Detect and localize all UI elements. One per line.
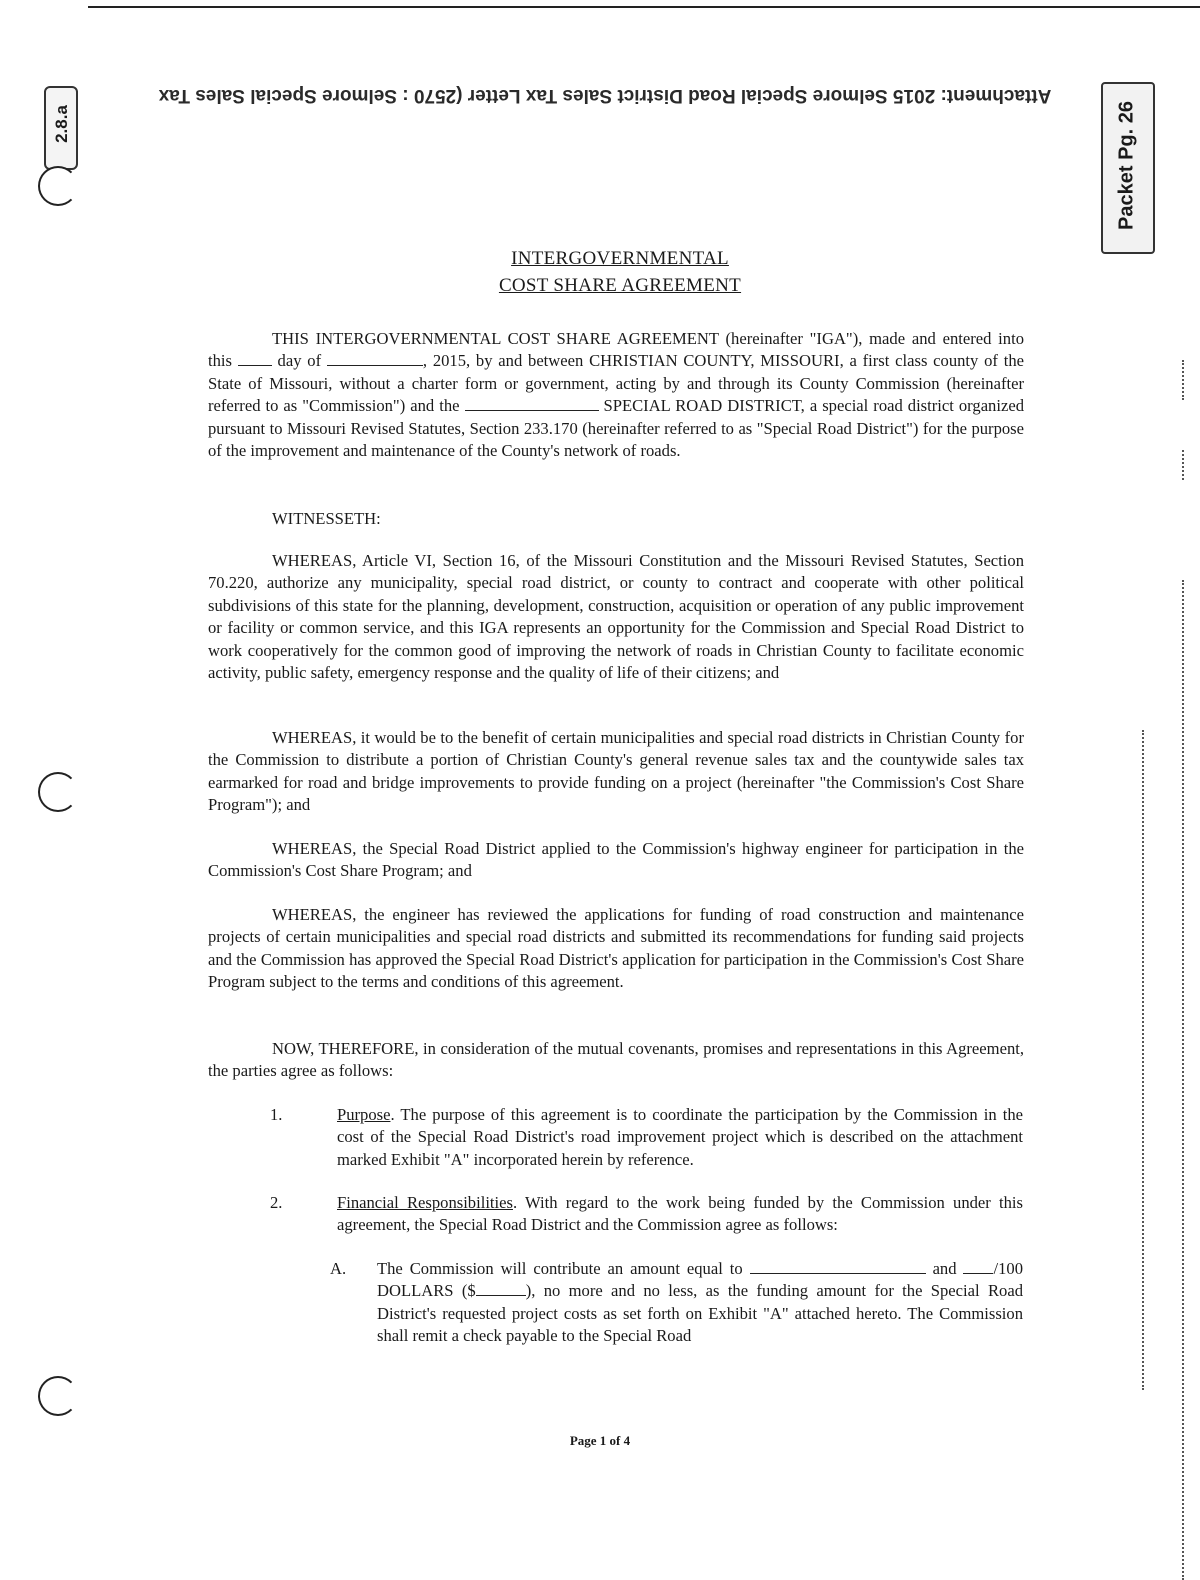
margin-dots — [1182, 450, 1184, 480]
margin-dots — [1182, 360, 1184, 400]
month-blank — [327, 351, 423, 366]
section-tab — [44, 86, 78, 170]
intro-text-a: THIS INTERGOVERNMENTAL COST SHARE AGREEMENT (hereinafter "IGA"), made and entered into this — [208, 329, 1024, 371]
clause-1-heading: Purpose — [337, 1105, 391, 1124]
clause-2a-body — [377, 1258, 1023, 1348]
clause-2a-text-1: The Commission will contribute an amount equal to — [377, 1259, 743, 1278]
section-tab-label: 2.8.a — [52, 105, 71, 143]
whereas-paragraph-4: WHEREAS, the engineer has reviewed the applications for funding of road construction and maintenance projects of certain municipalities and special road districts and submitted its recommendations for funding said projects and the Commission has approved the Special Road District's application for participation in the Commission's Cost Share Program subject to the terms and conditions of this agreement. — [208, 905, 1024, 992]
packet-page-label: Packet Pg. 26 — [1115, 101, 1138, 230]
clause-2-heading: Financial Responsibilities — [337, 1193, 513, 1212]
witnesseth-heading: WITNESSETH: — [272, 509, 381, 528]
clause-2a-text-3: /100 DOLLARS ($ — [377, 1259, 1023, 1301]
whereas-paragraph-1: WHEREAS, Article VI, Section 16, of the Missouri Constitution and the Missouri Revised Statutes, Section 70.220, authorize any municipality, special road district, or county to contract and cooperate with other political subdivisions of this state for the planning, development, construction, acquisition or operation of any public improvement or facility or common service, and this IGA represents an opportunity for the Commission and Special Road District to work cooperatively for the common good of improving the network of roads in Christian County to facilitate economic activity, public safety, emergency response and the quality of life of their citizens; and — [208, 551, 1024, 683]
intro-text-d: SPECIAL ROAD DISTRICT, a special road district organized pursuant to Missouri Revised Statutes, Section 233.170 (hereinafter referred to as "Special Road District") for the purpose of the improvement and maintenance of the County's network of roads. — [208, 396, 1024, 461]
document-title-line1: INTERGOVERNMENTAL — [511, 248, 729, 269]
attachment-header: Attachment: 2015 Selmore Special Road District Sales Tax Letter (2570 : Selmore Special Sales Tax — [158, 85, 1052, 106]
cents-blank — [963, 1259, 993, 1274]
clause-2a-text-2: and — [932, 1259, 957, 1278]
clause-1-text: . The purpose of this agreement is to coordinate the participation by the Commission in the cost of the Special Road District's road improvement project which is described on the attachment marked Exhibit "A" incorporated herein by reference. — [337, 1105, 1023, 1169]
amount-dollars-blank — [476, 1281, 526, 1296]
packet-page-tag — [1101, 82, 1155, 254]
whereas-paragraph-2: WHEREAS, it would be to the benefit of certain municipalities and special road districts in Christian County for the Commission to distribute a portion of Christian County's general revenue sales tax and the countywide sales tax earmarked for road and bridge improvements to provide funding on a project (hereinafter "the Commission's Cost Share Program"); and — [208, 728, 1024, 815]
district-name-blank — [465, 396, 599, 411]
clause-2a-number: A. — [330, 1259, 347, 1278]
clause-2-text: . With regard to the work being funded by the Commission under this agreement, the Special Road District and the Commission agree as follows: — [337, 1193, 1023, 1235]
punch-hole — [38, 1376, 78, 1416]
clause-2a-text-4: ), no more and no less, as the funding amount for the Special Road District's requested project costs as set forth on Exhibit "A" attached hereto. The Commission shall remit a check payable to the Special Road — [377, 1281, 1023, 1346]
intro-text-b: day of — [277, 351, 322, 371]
clause-2-number: 2. — [270, 1193, 283, 1212]
page-number: Page 1 of 4 — [569, 1433, 631, 1448]
clause-2-body — [337, 1192, 1023, 1237]
margin-dots — [1142, 730, 1144, 1390]
document-title-line2: COST SHARE AGREEMENT — [498, 275, 742, 296]
now-therefore-paragraph: NOW, THEREFORE, in consideration of the mutual covenants, promises and representations in this Agreement, the parties agree as follows: — [208, 1039, 1024, 1081]
top-rule — [88, 6, 1200, 8]
day-blank — [238, 351, 272, 366]
punch-hole — [38, 772, 78, 812]
intro-text-c: , 2015, by and between CHRISTIAN COUNTY, MISSOURI, a first class county of the State of Missouri, without a charter form or government, acting by and through its County Commission (hereinafter referred to as "Commission") and the — [208, 351, 1024, 416]
clause-1-body — [337, 1104, 1023, 1171]
whereas-paragraph-3: WHEREAS, the Special Road District applied to the Commission's highway engineer for participation in the Commission's Cost Share Program; and — [208, 839, 1024, 881]
amount-words-blank — [750, 1259, 926, 1274]
margin-dots — [1182, 580, 1184, 1580]
punch-hole — [38, 166, 78, 206]
clause-1-number: 1. — [270, 1105, 283, 1124]
intro-paragraph — [208, 328, 1024, 462]
